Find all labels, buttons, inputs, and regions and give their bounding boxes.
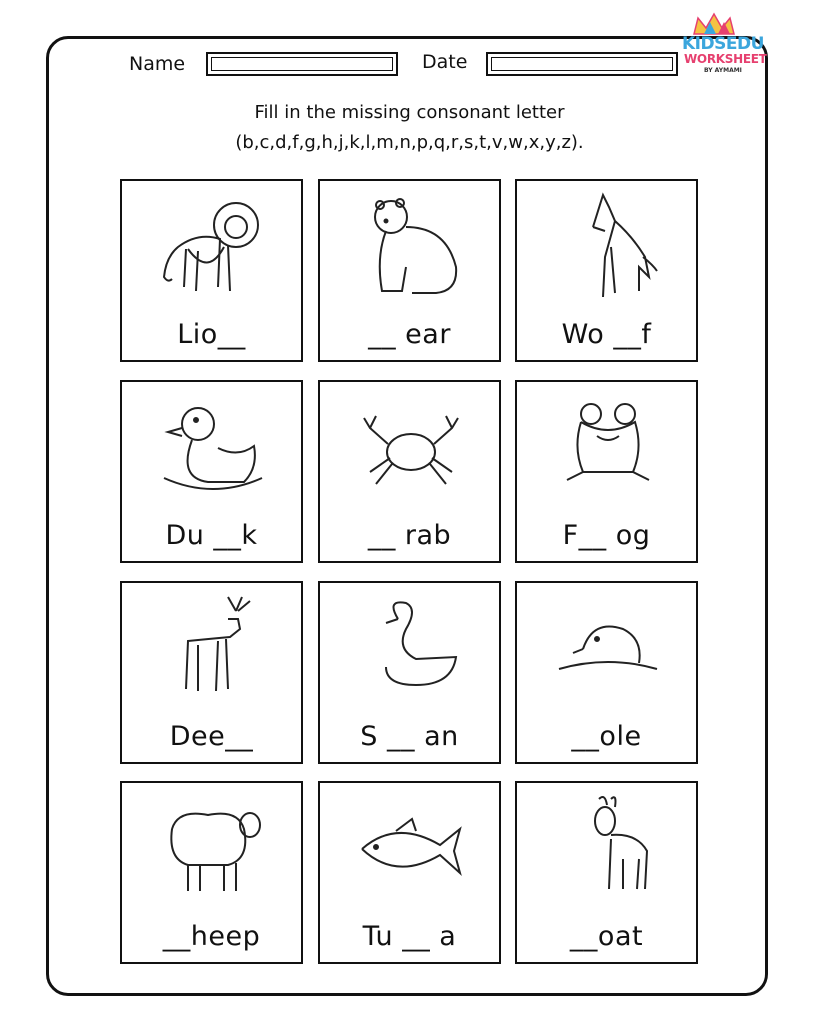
card-sheep [120, 781, 303, 964]
duck-icon [158, 388, 268, 508]
mole-icon [553, 589, 663, 709]
card-swan [318, 581, 501, 764]
date-field[interactable] [486, 52, 678, 76]
lion-icon [158, 187, 268, 307]
name-field[interactable] [206, 52, 398, 76]
word-goat[interactable]: __oat [569, 921, 644, 952]
word-frog[interactable]: F__ og [562, 520, 651, 551]
card-bear [318, 179, 501, 362]
brand-line-3: BY AYMAMI [704, 67, 742, 74]
name-label: Name [129, 53, 186, 75]
card-lion [120, 179, 303, 362]
word-tuna[interactable]: Tu __ a [362, 921, 457, 952]
date-label: Date [422, 51, 468, 73]
crab-icon [356, 388, 466, 508]
word-lion[interactable]: Lio__ [177, 319, 246, 350]
word-bear[interactable]: __ ear [368, 319, 451, 350]
card-tuna [318, 781, 501, 964]
sheep-icon [158, 789, 268, 909]
card-goat [515, 781, 698, 964]
card-frog [515, 380, 698, 563]
swan-icon [356, 589, 466, 709]
goat-icon [553, 789, 663, 909]
word-duck[interactable]: Du __k [165, 520, 258, 551]
card-duck [120, 380, 303, 563]
tuna-icon [356, 789, 466, 909]
wolf-icon [553, 187, 663, 307]
brand-line-2: WORKSHEET [684, 52, 767, 66]
word-crab[interactable]: __ rab [367, 520, 452, 551]
instruction-line-1: Fill in the missing consonant letter [254, 102, 565, 123]
deer-icon [158, 589, 268, 709]
card-crab [318, 380, 501, 563]
brand-logo [682, 12, 767, 74]
instruction-line-2: (b,c,d,f,g,h,j,k,l,m,n,p,q,r,s,t,v,w,x,y,z). [235, 132, 584, 153]
brand-line-1: KIDSEDU [682, 34, 764, 54]
word-sheep[interactable]: __heep [162, 921, 261, 952]
word-deer[interactable]: Dee__ [169, 721, 254, 752]
word-swan[interactable]: S __ an [360, 721, 459, 752]
word-mole[interactable]: __ole [571, 721, 642, 752]
card-deer [120, 581, 303, 764]
bear-icon [356, 187, 466, 307]
card-wolf [515, 179, 698, 362]
word-wolf[interactable]: Wo __f [561, 319, 652, 350]
frog-icon [553, 388, 663, 508]
card-mole [515, 581, 698, 764]
